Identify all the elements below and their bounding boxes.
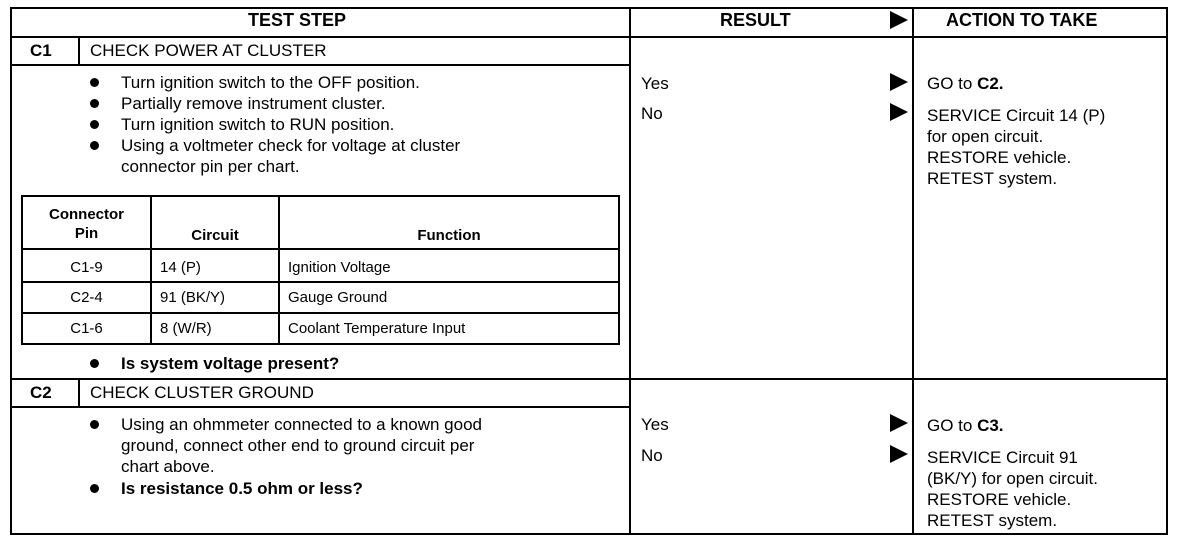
c1-result-yes: Yes (641, 74, 669, 93)
table-row-1-pin: C1-9 (70, 259, 103, 276)
frame-right (1166, 7, 1168, 535)
c1-action-yes (927, 73, 1004, 94)
c1-action-yes-prefix: GO to (927, 74, 978, 93)
bullet-icon (90, 484, 99, 493)
c2-step-1-cont-1: ground, connect other end to ground circuit per (121, 436, 475, 455)
table-row-2-function: Gauge Ground (288, 289, 388, 306)
table-row-2-circuit: 91 (BK/Y) (160, 289, 226, 306)
bullet-icon (90, 420, 99, 429)
c1-no-arrow-icon (890, 103, 908, 121)
c1-step-3: Turn ignition switch to RUN position. (121, 115, 395, 134)
c1-result-no: No (641, 104, 663, 123)
c1-code-divider (78, 36, 80, 66)
table-header-pin-line1: Connector (49, 206, 124, 223)
frame-bottom (10, 533, 1168, 535)
table-row-3-pin: C1-6 (70, 320, 103, 337)
c2-action-no-2: (BK/Y) for open circuit. (927, 469, 1099, 488)
bullet-icon (90, 359, 99, 368)
c1-yes-arrow-icon (890, 73, 908, 91)
table-row2-bottom (21, 312, 620, 314)
c2-action-yes-target: C3. (977, 416, 1004, 435)
c2-question: Is resistance 0.5 ohm or less? (121, 479, 363, 498)
c2-title-underline (10, 406, 630, 408)
c1-title: CHECK POWER AT CLUSTER (90, 41, 327, 60)
c1-title-underline (10, 64, 630, 66)
section-divider (10, 378, 1168, 380)
c1-step-2: Partially remove instrument cluster. (121, 94, 386, 113)
header-action: ACTION TO TAKE (946, 10, 1098, 30)
c2-action-yes (927, 415, 1004, 436)
divider-action (912, 7, 914, 535)
table-header-circuit: Circuit (191, 227, 239, 244)
c2-no-arrow-icon (890, 445, 908, 463)
c1-action-no-2: for open circuit. (927, 127, 1044, 146)
bullet-icon (90, 141, 99, 150)
table-header-bottom (21, 248, 620, 250)
c1-question: Is system voltage present? (121, 354, 340, 373)
table-right (618, 195, 620, 345)
c1-step-4: Using a voltmeter check for voltage at cluster (121, 136, 461, 155)
table-header-pin-line2: Pin (74, 225, 99, 242)
c1-step-4-cont: connector pin per chart. (121, 157, 300, 176)
c2-action-no-3: RESTORE vehicle. (927, 490, 1072, 509)
c1-step-1: Turn ignition switch to the OFF position. (121, 73, 420, 92)
divider-result (629, 7, 631, 535)
c2-action-no-1: SERVICE Circuit 91 (927, 448, 1078, 467)
table-row-1-function: Ignition Voltage (288, 259, 391, 276)
table-bottom (21, 343, 620, 345)
c2-result-no: No (641, 446, 663, 465)
header-test-step: TEST STEP (248, 10, 347, 30)
header-arrow-icon (890, 11, 908, 29)
c1-code: C1 (30, 41, 52, 60)
frame-left (10, 7, 12, 535)
table-row-3-circuit: 8 (W/R) (160, 320, 212, 337)
c2-action-yes-prefix: GO to (927, 416, 978, 435)
frame-top (10, 7, 1168, 9)
bullet-icon (90, 78, 99, 87)
c2-step-1-cont-2: chart above. (121, 457, 215, 476)
table-header-function: Function (417, 227, 481, 244)
table-row-3-function: Coolant Temperature Input (288, 320, 466, 337)
c2-yes-arrow-icon (890, 414, 908, 432)
header-result: RESULT (720, 10, 791, 30)
c2-code: C2 (30, 383, 52, 402)
table-row-1-circuit: 14 (P) (160, 259, 201, 276)
table-col2-divider (278, 195, 280, 345)
c2-title: CHECK CLUSTER GROUND (90, 383, 314, 402)
c1-action-no-3: RESTORE vehicle. (927, 148, 1072, 167)
c2-action-no-4: RETEST system. (927, 511, 1058, 530)
table-top (21, 195, 620, 197)
bullet-icon (90, 99, 99, 108)
table-row-2-pin: C2-4 (70, 289, 103, 306)
c1-action-yes-target: C2. (977, 74, 1004, 93)
table-row1-bottom (21, 281, 620, 283)
c1-action-no-4: RETEST system. (927, 169, 1058, 188)
c2-result-yes: Yes (641, 415, 669, 434)
c2-step-1: Using an ohmmeter connected to a known good (121, 415, 483, 434)
c1-action-no-1: SERVICE Circuit 14 (P) (927, 106, 1106, 125)
table-col1-divider (150, 195, 152, 345)
c2-code-divider (78, 378, 80, 408)
bullet-icon (90, 120, 99, 129)
header-underline (10, 36, 1168, 38)
